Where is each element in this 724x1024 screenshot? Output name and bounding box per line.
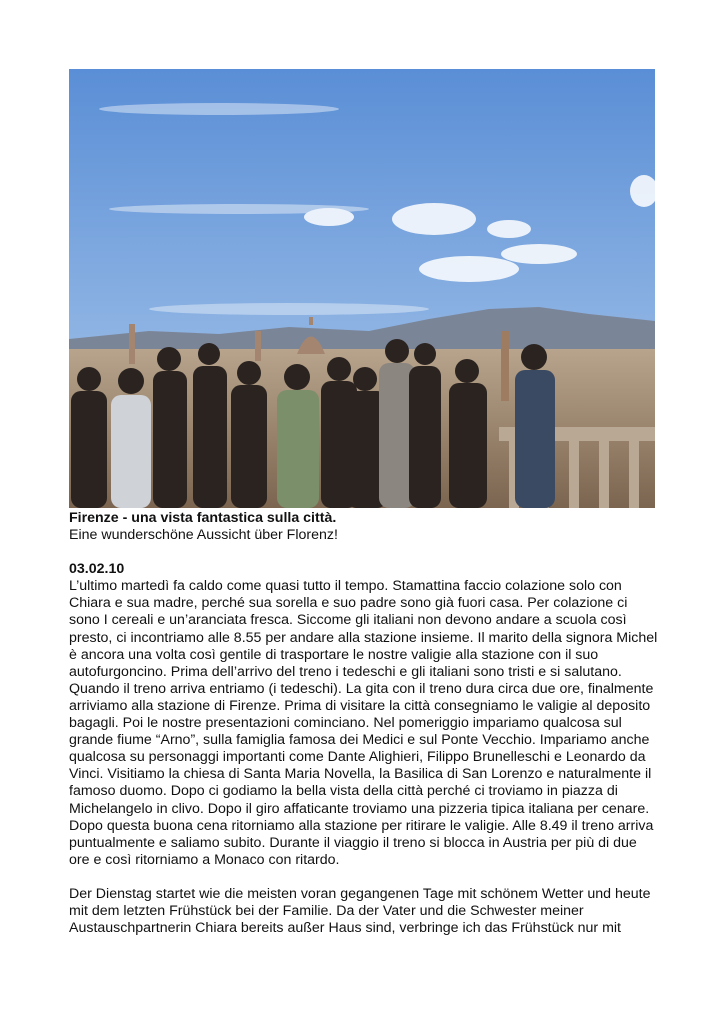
article-text bbox=[69, 510, 659, 937]
photo-illustration bbox=[69, 69, 655, 508]
entry-date: 03.02.10 bbox=[69, 561, 125, 578]
photo-caption-subtitle: Eine wunderschöne Aussicht über Florenz! bbox=[69, 527, 338, 544]
group-photo bbox=[69, 69, 655, 508]
italian-paragraph: L’ultimo martedì fa caldo come quasi tutto il tempo. Stamattina faccio colazione solo con Chiara e sua madre, perché sua sorella e suo padre sono già fuori casa. Per colazione ci sono I cereali e un’aranciata fresca. Siccome gli italiani non devono andare a scuola così presto, ci incontriamo alle 8.55 per andare alla stazione insieme. Il marito della signora Michel è ancora una volta così gentile di trasportare le nostre valigie alla stazione con il suo autofurgoncino. Prima dell’arrivo del treno i tedeschi e gli italiani sono tristi e si salutano. Quando il treno arriva entriamo (i tedeschi). La gita con il treno dura circa due ore, finalmente arriviamo alla stazione di Firenze. Prima di visitare la città consegniamo le valigie al deposito bagagli. Poi le nostre presentazioni cominciano. Nel pomeriggio impariamo qualcosa sul grande fiume “Arno”, sulla famiglia famosa dei Medici e sul Ponte Vecchio. Impariamo anche qualcosa su personaggi importanti come Dante Alighieri, Filippo Brunelleschi e Leonardo da Vinci. Visitiamo la chiesa di Santa Maria Novella, la Basilica di San Lorenzo e naturalmente il famoso duomo. Dopo ci godiamo la bella vista della città perché ci troviamo in piazza di Michelangelo in clivo. Dopo il giro affaticante troviamo una pizzeria tipica italiana per cenare. Dopo questa buona cena ritorniamo alla stazione per ritirare le valigie. Alle 8.49 il treno arriva puntualmente e saliamo subito. Durante il viaggio il treno si blocca in Austria per più di due ore e così ritorniamo a Monaco con ritardo. bbox=[69, 578, 658, 868]
photo-caption-title: Firenze - una vista fantastica sulla città. bbox=[69, 510, 337, 526]
german-paragraph: Der Dienstag startet wie die meisten voran gegangenen Tage mit schönem Wetter und heute mit dem letzten Frühstück bei der Familie. Da der Vater und die Schwester meiner Austauschpartnerin Chiara bereits außer Haus sind, verbringe ich das Frühstück nur mit bbox=[69, 885, 651, 937]
